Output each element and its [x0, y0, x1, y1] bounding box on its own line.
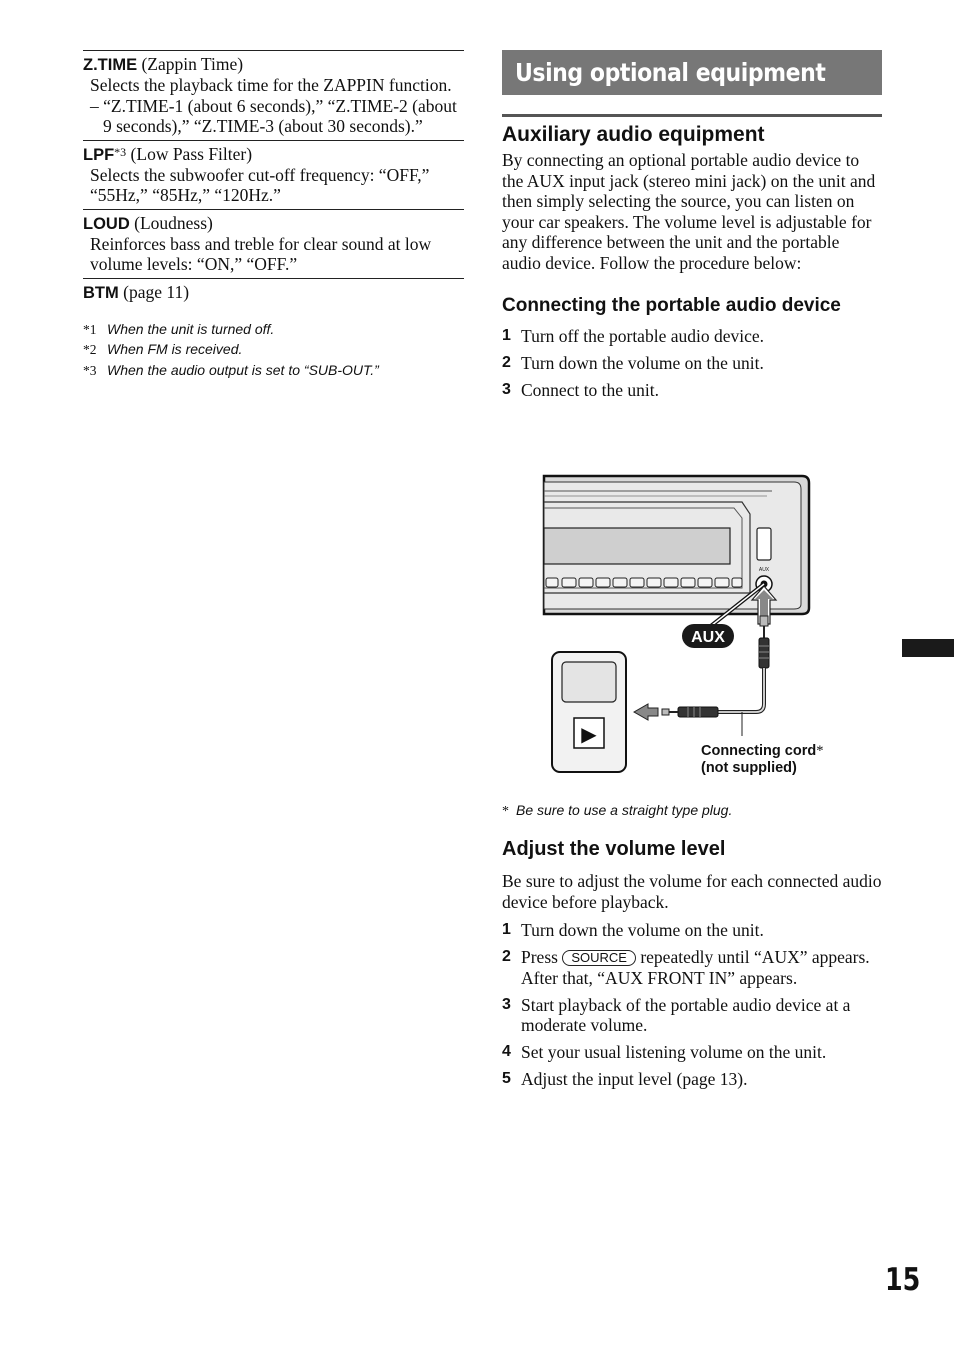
step-number: 4: [502, 1043, 511, 1060]
lower-right-content: [502, 802, 882, 1096]
connecting-cord: [718, 668, 764, 712]
adjust-steps: [502, 920, 882, 1090]
step: [502, 947, 882, 988]
step-text: Adjust the input level (page 13).: [521, 1069, 748, 1089]
step-text: Turn off the portable audio device.: [521, 326, 765, 346]
aux-badge: [682, 624, 734, 648]
step-text: Turn down the volume on the unit.: [521, 353, 764, 373]
step-number: 2: [502, 948, 511, 965]
menu-item-loud: [83, 209, 464, 278]
connect-heading: Connecting the portable audio device: [502, 295, 841, 316]
figure-note-text: Be sure to use a straight type plug.: [516, 802, 733, 818]
section-title: Auxiliary audio equipment: [502, 123, 765, 146]
page-title: [502, 50, 882, 95]
footnotes: [83, 320, 464, 382]
term-paren: (Loudness): [129, 212, 213, 233]
figure-note: [502, 802, 882, 820]
step: [502, 1042, 882, 1063]
footnote: [83, 361, 464, 382]
optional-equipment-column: [502, 50, 882, 407]
step-number: 3: [502, 381, 511, 398]
page-number: 15: [885, 1262, 921, 1298]
step-text: Turn down the volume on the unit.: [521, 920, 764, 940]
step: [502, 995, 882, 1036]
connect-steps: [502, 326, 882, 401]
play-icon: ▶: [581, 722, 597, 746]
source-button: SOURCE: [562, 950, 636, 966]
page-title-text: Using optional equipment: [515, 58, 826, 87]
step-text: repeatedly until “AUX” appears.: [635, 947, 870, 967]
menu-item-ztime: [83, 50, 464, 140]
section-thumb-tab: [902, 639, 954, 657]
step: [502, 920, 882, 941]
term-description: Reinforces bass and treble for clear sound at low volume levels: “ON,” “OFF.”: [90, 233, 432, 274]
term: LPF: [83, 145, 115, 164]
term-paren: (page 11): [118, 281, 190, 302]
step-text: Press: [521, 947, 563, 967]
cord-label: Connecting cord: [701, 743, 817, 759]
footnote-text: When the audio output is set to “SUB-OUT.”: [107, 361, 379, 378]
aux-connection-figure: [502, 468, 882, 788]
step: [502, 353, 882, 374]
menu-settings-column: [83, 50, 464, 381]
footnote: [83, 340, 464, 361]
step-text: Start playback of the portable audio device at a moderate volume.: [521, 994, 851, 1035]
term: LOUD: [83, 214, 130, 233]
step-number: 2: [502, 354, 511, 371]
term-description: Selects the subwoofer cut-off frequency: “OFF,” “55Hz,” “85Hz,” “120Hz.”: [90, 164, 430, 205]
footnote-mark: *3: [83, 362, 97, 378]
menu-item-lpf: [83, 140, 464, 209]
term-paren: (Zappin Time): [137, 54, 244, 74]
step-number: 1: [502, 327, 511, 344]
step-text: Connect to the unit.: [521, 380, 660, 400]
step-number: 3: [502, 995, 511, 1013]
step: [502, 380, 882, 401]
footnote-text: When the unit is turned off.: [107, 320, 275, 337]
adjust-heading: Adjust the volume level: [502, 838, 726, 860]
aux-badge-text: AUX: [691, 629, 725, 646]
adjust-intro: Be sure to adjust the volume for each connected audio device before playback.: [502, 871, 882, 912]
footnote: [83, 320, 464, 341]
menu-item-btm: [83, 278, 464, 306]
step-number: 1: [502, 921, 511, 938]
cord-footnote-mark: *: [816, 743, 824, 759]
portable-audio-device: [552, 652, 626, 772]
figure-note-mark: *: [502, 804, 509, 819]
aux-jack-label: AUX: [758, 567, 770, 573]
cord-plug-unit: [759, 616, 769, 668]
step: [502, 1069, 882, 1090]
footnote-mark: *2: [83, 342, 97, 357]
term: Z.TIME: [83, 56, 138, 74]
footnote-ref: *3: [114, 144, 127, 159]
footnote-mark: *1: [83, 321, 97, 337]
cord-sub-label: (not supplied): [701, 760, 797, 776]
term: BTM: [83, 283, 119, 302]
step-number: 5: [502, 1070, 511, 1087]
cord-label-line: [701, 743, 823, 759]
insert-arrow-left: [634, 704, 658, 720]
title-divider: [502, 114, 882, 117]
aux-connection-illustration: [502, 468, 882, 788]
step: [502, 326, 882, 347]
cord-plug-device: [662, 707, 718, 717]
intro-paragraph: By connecting an optional portable audio device to the AUX input jack (stereo mini jack) on the unit and then simply selecting the source, you can listen on your car speakers. The volume level is adjustable for any difference between the unit and the portable audio device. Follow the procedure below:: [502, 150, 876, 273]
step-note: After that, “AUX FRONT IN” appears.: [521, 967, 798, 988]
term-description: Selects the playback time for the ZAPPIN function.: [90, 75, 452, 95]
step-text: Set your usual listening volume on the unit.: [521, 1042, 827, 1062]
footnote-text: When FM is received.: [107, 341, 243, 357]
term-paren: (Low Pass Filter): [126, 143, 253, 164]
term-options: – “Z.TIME-1 (about 6 seconds),” “Z.TIME-2 (about 9 seconds),” “Z.TIME-3 (about 30 seconds).”: [90, 95, 457, 136]
device-screen: [562, 662, 616, 702]
